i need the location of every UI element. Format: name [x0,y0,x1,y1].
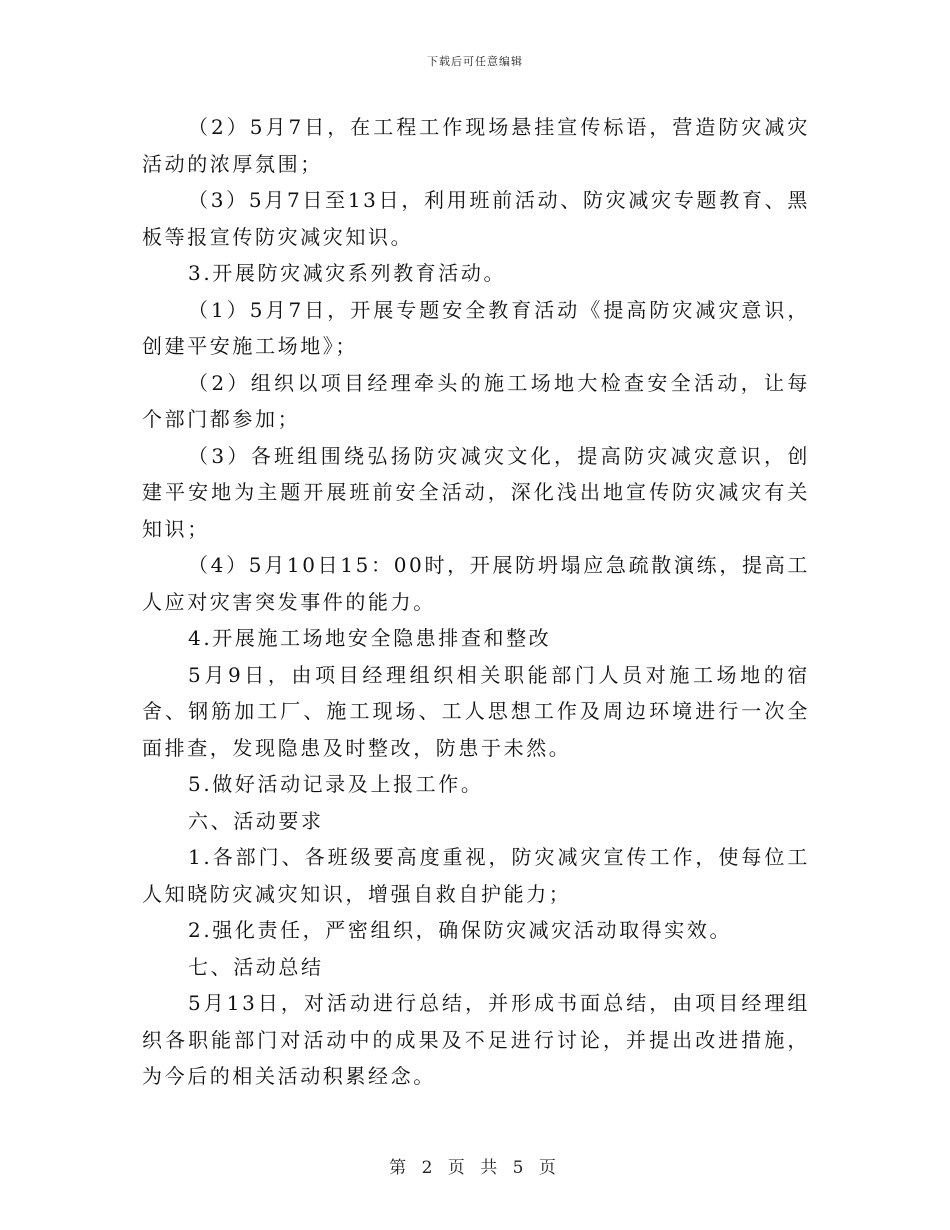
document-body [142,109,810,1095]
paragraph: 5月9日，由项目经理组织相关职能部门人员对施工场地的宿舍、钢筋加工厂、施工现场、工人思想工作及周边环境进行一次全面排查，发现隐患及时整改，防患于未然。 [142,662,810,760]
paragraph: 1.各部门、各班级要高度重视，防灾减灾宣传工作，使每位工人知晓防灾减灾知识，增强自救自护能力； [142,845,810,906]
section-item: 3.开展防灾减灾系列教育活动。 [188,261,507,285]
paragraph: （2）组织以项目经理牵头的施工场地大检查安全活动，让每个部门都参加； [142,370,810,431]
section-item: 5.做好活动记录及上报工作。 [188,772,484,796]
section-heading: 七、活动总结 [188,954,324,979]
paragraph: （4）5月10日15：00时，开展防坍塌应急疏散演练，提高工人应对灾害突发事件的能力。 [142,553,810,614]
section-heading: 六、活动要求 [188,808,324,833]
section-item: 4.开展施工场地安全隐患排查和整改 [188,626,552,650]
paragraph: （1）5月7日，开展专题安全教育活动《提高防灾减灾意识，创建平安施工场地》； [142,297,810,358]
paragraph: 5月13日，对活动进行总结，并形成书面总结，由项目经理组织各职能部门对活动中的成果及不足进行讨论，并提出改进措施，为今后的相关活动积累经念。 [142,991,810,1088]
page-number-footer: 第 2 页 共 5 页 [389,1158,561,1178]
paragraph: 2.强化责任，严密组织，确保防灾减灾活动取得实效。 [188,918,733,942]
paragraph: （3）5月7日至13日，利用班前活动、防灾减灾专题教育、黑板等报宣传防灾减灾知识。 [142,188,810,249]
page-header: 下载后可任意编辑 [427,55,523,68]
paragraph: （3）各班组围绕弘扬防灾减灾文化，提高防灾减灾意识，创建平安地为主题开展班前安全活动，深化浅出地宣传防灾减灾有关知识； [142,443,810,541]
paragraph: （2）5月7日，在工程工作现场悬挂宣传标语，营造防灾减灾活动的浓厚氛围； [142,115,810,176]
